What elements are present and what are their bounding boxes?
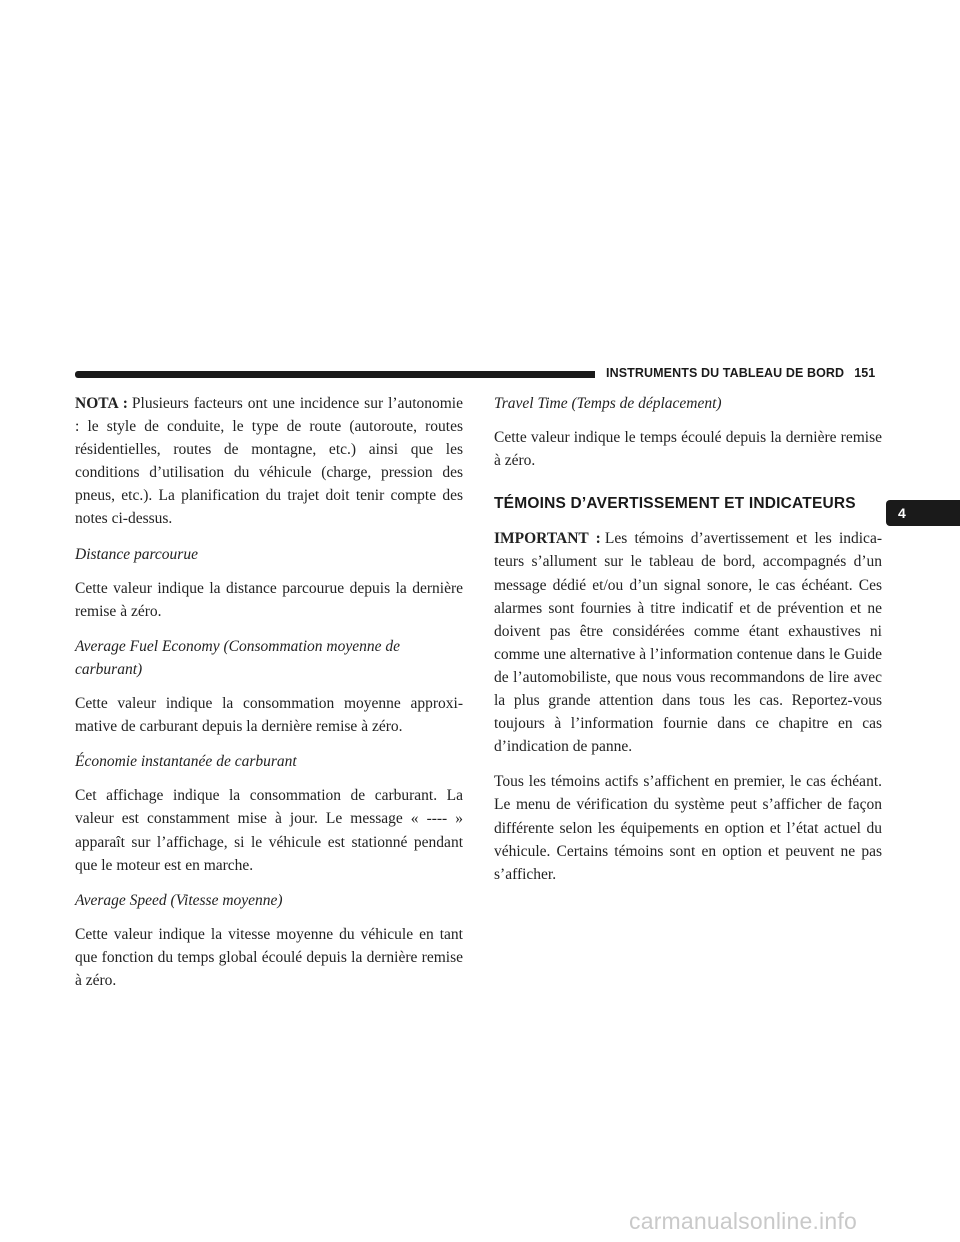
watermark: carmanualsonline.info	[629, 1208, 857, 1234]
note-paragraph	[75, 392, 463, 531]
travel-time-subheading: Travel Time (Temps de déplacement)	[494, 395, 722, 412]
inst-fuel-subheading: Économie instantanée de carburant	[75, 753, 297, 771]
travel-time-paragraph: Cette valeur indique le temps écoulé depuis la dernière remise à zéro.	[494, 429, 882, 470]
running-title: INSTRUMENTS DU TABLEAU DE BORD	[606, 366, 845, 380]
avg-speed-paragraph: Cette valeur indique la vitesse moyenne du véhicule en tant que fonction du temps global écoulé depuis la dernière remise à zéro.	[75, 925, 463, 989]
note-text: Plusieurs facteurs ont une incidence sur l’autonomie : le style de conduite, le type de route (autoroute, routes résidentielles, routes de montagne, etc.) ainsi que les conditions d’utilisation du véhicule (charge, pression des pneus, etc.). La planification du trajet doit tenir compte des notes ci-dessus.	[75, 395, 463, 528]
distance-subheading: Distance parcourue	[75, 545, 198, 563]
header-rule	[75, 371, 595, 378]
left-column	[75, 392, 463, 992]
important-label: IMPORTANT :	[494, 530, 601, 548]
important-text: Les témoins d’avertissement et les indicateurs s’allument sur le tableau de bord, accompagnés d’un message dédié et/ou d’un signal sonore, le cas échéant. Ces alarmes sont fournies à titre indicatif et de prévention et ne doivent pas être considérées comme étant exhaustives ni comme une alternative à l’information contenue dans le Guide de l’automobiliste, que nous vous recommandons de lire avec la plus grande attention dans tous les cas. Reportez-vous toujours à l’information fournie dans ce chapitre en cas d’indication de panne.	[494, 530, 882, 756]
active-warnings-paragraph: Tous les témoins actifs s’affichent en premier, le cas échéant. Le menu de vérification du système peut s’afficher de façon différente selon les équipements en option et l’état actuel du véhicule. Certains témoins sont en option et peuvent ne pas s’afficher.	[494, 773, 882, 883]
important-paragraph	[494, 527, 882, 758]
avg-fuel-paragraph: Cette valeur indique la consommation moyenne approximative de carburant depuis la dernière remise à zéro.	[75, 695, 463, 736]
right-column	[494, 392, 882, 886]
distance-paragraph: Cette valeur indique la distance parcourue depuis la dernière remise à zéro.	[75, 579, 463, 620]
inst-fuel-paragraph: Cet affichage indique la consommation de carburant. La valeur est constamment mise à jour. Le message « ---- » apparaît sur l’affichage, si le véhicule est stationné pendant que le moteur est en marche.	[75, 787, 463, 874]
chapter-tab: 4	[886, 500, 960, 526]
avg-speed-subheading: Average Speed (Vitesse moyenne)	[75, 891, 283, 909]
page-number: 151	[854, 366, 876, 380]
note-label: NOTA :	[75, 395, 128, 412]
running-header	[606, 366, 875, 380]
avg-fuel-subheading: Average Fuel Economy (Consommation moyenne de carburant)	[75, 637, 400, 678]
section-heading: TÉMOINS D’AVERTISSEMENT ET INDICATEURS	[494, 495, 856, 513]
